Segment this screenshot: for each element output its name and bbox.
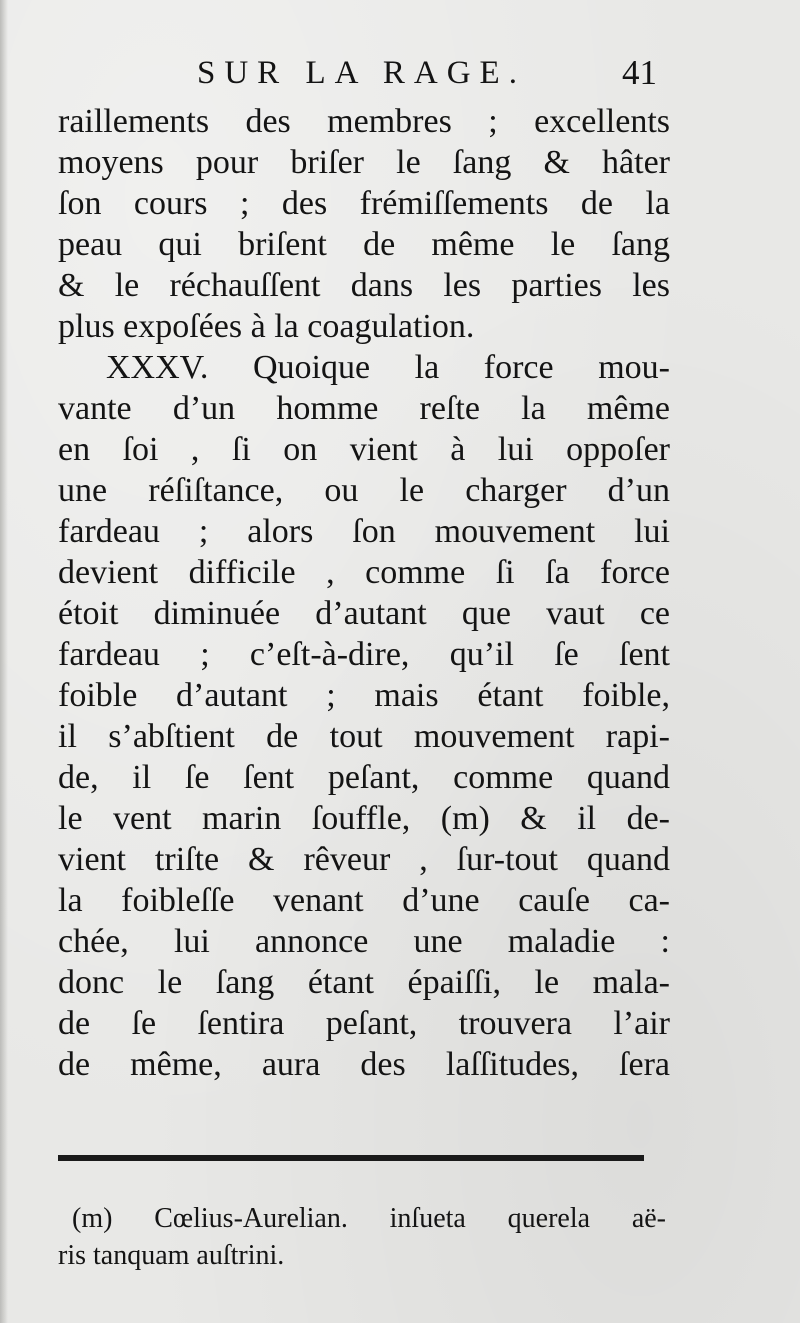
running-head [0,48,800,98]
text-line: ſon cours ; des frémiſſements de la [58,185,670,222]
text-line: vient triſte & rêveur , ſur-tout quand [58,841,670,878]
section-start-line: XXXV. Quoique la force mou- [106,349,670,386]
text-line: chée, lui annonce une maladie : [58,923,670,960]
text-line: le vent marin ſouffle, (m) & il de- [58,800,670,837]
text-line: moyens pour briſer le ſang & hâter [58,144,670,181]
text-line: raillements des membres ; excellents [58,103,670,140]
text-line: il s’abſtient de tout mouvement rapi- [58,718,670,755]
running-head-title: SUR LA RAGE. [197,55,526,91]
text-line: plus expoſées à la coagulation. [58,308,475,345]
footnote [58,1200,666,1274]
text-line: étoit diminuée d’autant que vaut ce [58,595,670,632]
footnote-rule [58,1155,644,1161]
text-line: devient difficile , comme ſi ſa force [58,554,670,591]
text-line: de ſe ſentira peſant, trouvera l’air [58,1005,670,1042]
footnote-line: ris tanquam auſtrini. [58,1240,285,1271]
text-line: de, il ſe ſent peſant, comme quand [58,759,670,796]
footnote-line: (m) Cœlius-Aurelian. inſueta querela aë- [72,1203,666,1234]
text-line: en ſoi , ſi on vient à lui oppoſer [58,431,670,468]
text-line: la foibleſſe venant d’une cauſe ca- [58,882,670,919]
text-line: & le réchauſſent dans les parties les [58,267,670,304]
text-line: une réſiſtance, ou le charger d’un [58,472,670,509]
text-line: de même, aura des laſſitudes, ſera [58,1046,670,1083]
text-line: fardeau ; c’eſt-à-dire, qu’il ſe ſent [58,636,670,673]
page-edge-shadow [0,0,8,1323]
body-text [58,101,670,1085]
page-number: 41 [622,53,657,92]
text-line: vante d’un homme reſte la même [58,390,670,427]
text-line: donc le ſang étant épaiſſi, le mala- [58,964,670,1001]
text-line: foible d’autant ; mais étant foible, [58,677,670,714]
text-line: peau qui briſent de même le ſang [58,226,670,263]
text-line: fardeau ; alors ſon mouvement lui [58,513,670,550]
